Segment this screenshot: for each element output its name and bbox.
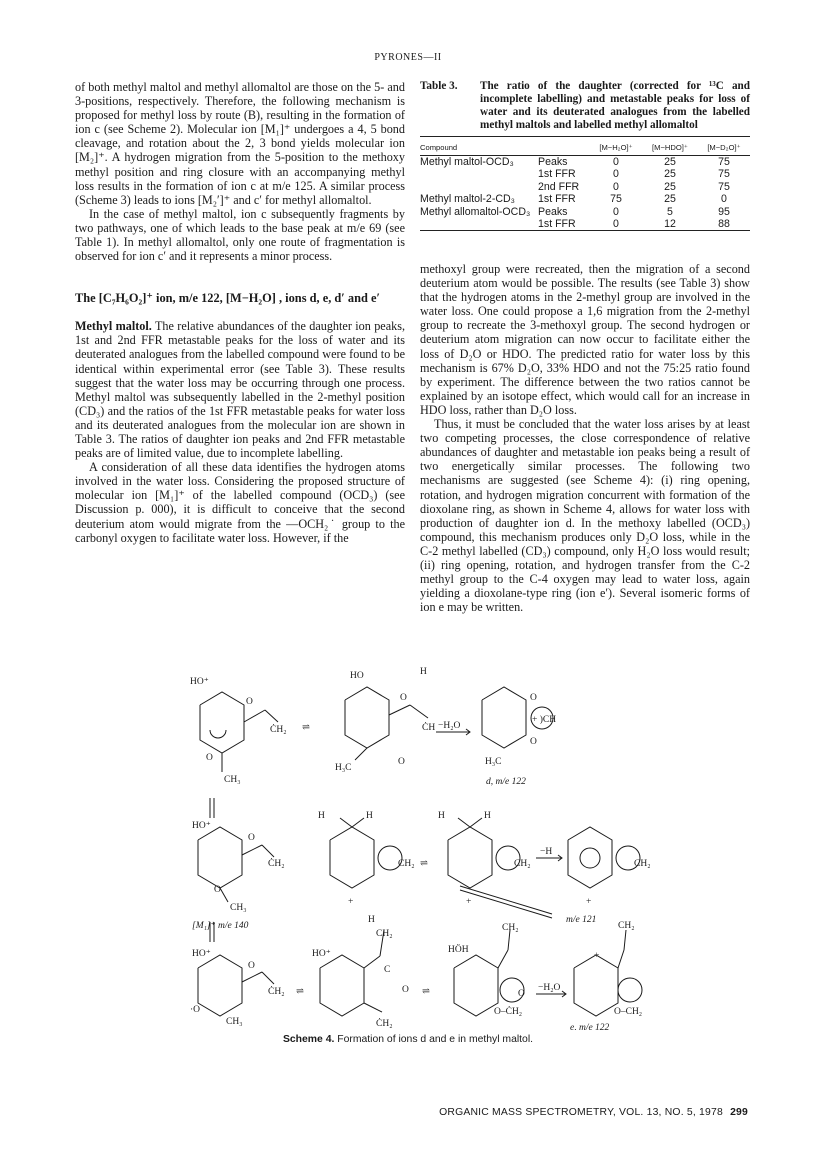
svg-text:H: H xyxy=(484,811,491,821)
cell-value: 75 xyxy=(718,156,730,168)
cell-compound: Methyl maltol-2-CD₃ xyxy=(420,193,515,206)
scheme-caption xyxy=(0,1034,816,1045)
cell-type: Peaks xyxy=(538,156,568,168)
cell-value: 12 xyxy=(642,218,698,231)
page-number: 299 xyxy=(730,1107,748,1118)
col-header-h2o: [M−H₂O]⁺ xyxy=(590,137,642,156)
label-ion-d: d, m/e 122 xyxy=(486,777,526,787)
table-caption xyxy=(420,80,750,132)
table-row xyxy=(420,193,750,205)
svg-text:CH₂: CH₂ xyxy=(398,859,415,869)
data-table xyxy=(420,137,750,231)
svg-text:O: O xyxy=(402,985,409,995)
structure-row2-c xyxy=(448,818,520,888)
cell-value: 0 xyxy=(590,218,642,231)
svg-text:⇌: ⇌ xyxy=(420,859,428,869)
svg-text:HÖH: HÖH xyxy=(448,945,469,955)
run-in-heading: Methyl maltol. xyxy=(75,319,152,334)
svg-text:CH₂: CH₂ xyxy=(514,859,531,869)
table-caption-text: The ratio of the daughter (corrected for ¹³C and incomplete labelling) and metastable peaks for loss of water and its deuterated analogues from the labelled methyl maltols and labelled methyl allomaltol xyxy=(480,80,750,131)
cell-value: 0 xyxy=(721,193,727,206)
svg-text:CH₂: CH₂ xyxy=(634,859,650,869)
cell-value: 95 xyxy=(718,205,730,218)
svg-text:+: + xyxy=(348,897,354,907)
svg-text:O: O xyxy=(530,737,537,747)
structure-row1-b xyxy=(345,687,428,760)
scheme-caption-text: Formation of ions d and e in methyl maltol. xyxy=(337,1034,534,1045)
svg-text:ĊH: ĊH xyxy=(422,723,436,733)
cell-type: 2nd FFR xyxy=(538,180,580,193)
structure-row3-b xyxy=(320,930,384,1016)
cell-value: 25 xyxy=(664,168,676,181)
structure-m1 xyxy=(198,827,274,902)
scheme-caption-label: Scheme 4. xyxy=(282,1034,335,1045)
svg-text:+: + xyxy=(466,897,472,907)
cell-compound: Methyl allomaltol-OCD₃ xyxy=(420,205,531,218)
left-paragraph-4: A consideration of all these data identifies the hydrogen atoms involved in the water loss. Considering the proposed structure of molecular ion [M₁]⁺ of the labelled compound (OCD₃) (see Discussion p. 000), it is difficult to conceive that the second deuterium atom would migrate from the —OCH₂˙ group to the carbonyl oxygen to facilitate water loss. However, if the xyxy=(75,460,405,545)
svg-text:H: H xyxy=(366,811,373,821)
svg-text:HO⁺: HO⁺ xyxy=(192,821,211,831)
left-paragraph-3 xyxy=(75,319,405,460)
cell-value: 75 xyxy=(718,168,730,181)
svg-text:ĊH₂: ĊH₂ xyxy=(270,725,287,735)
col-header-d2o: [M−D₂O]⁺ xyxy=(698,137,750,156)
svg-text:HO⁺: HO⁺ xyxy=(192,949,211,959)
page-footer xyxy=(439,1107,748,1118)
left-paragraph-3-text: The relative abundances of the daughter ion peaks, 1st and 2nd FFR metastable peaks for the loss of water and its deuterated analogues from the labelled compound were found to be identical within experimental error (see Table 3). These results suggest that the water loss may be occurring through one process. Methyl maltol was subsequently labelled in the 2-methyl position (CD₃) and the ratios of the 1st FFR metastable peaks for water loss and its deuterated analogues from the molecular ion are shown in Table 3. The ratios of daughter ion peaks and 2nd FFR metastable peaks are of limited value, due to incomplete labelling. xyxy=(75,319,405,461)
left-column xyxy=(75,80,405,545)
svg-text:ĊH₂: ĊH₂ xyxy=(268,987,285,997)
svg-text:⇌: ⇌ xyxy=(302,723,310,733)
svg-text:CH₃: CH₃ xyxy=(226,1017,243,1027)
svg-text:O: O xyxy=(214,885,221,895)
label-minus-h2o-1: −H₂O xyxy=(438,721,461,731)
journal-citation: ORGANIC MASS SPECTROMETRY, VOL. 13, NO. 5, 1978 xyxy=(439,1107,723,1118)
cell-compound xyxy=(420,168,538,180)
structure-row3-a xyxy=(198,955,274,1016)
cell-value: 0 xyxy=(613,205,619,218)
svg-text:H₃C: H₃C xyxy=(485,757,502,767)
col-header-hdo: [M−HDO]⁺ xyxy=(642,137,698,156)
svg-text:+: + xyxy=(586,897,592,907)
svg-text:H₃C: H₃C xyxy=(335,763,352,773)
table-row xyxy=(420,218,750,231)
cell-type: 1st FFR xyxy=(538,218,590,231)
table-row xyxy=(420,168,750,180)
svg-text:O: O xyxy=(398,757,405,767)
table-row xyxy=(420,156,750,169)
svg-text:+ )CH: + )CH xyxy=(532,715,557,725)
cell-value: 0 xyxy=(613,180,619,193)
svg-text:ĊH₂: ĊH₂ xyxy=(268,859,285,869)
svg-text:ĊH₂: ĊH₂ xyxy=(376,1019,393,1029)
svg-text:CH₂: CH₂ xyxy=(376,929,393,939)
section-heading: The [C₇H₆O₂]⁺ ion, m/e 122, [M−H₂O] , ions d, e, d′ and e′ xyxy=(75,291,380,306)
svg-text:·O: ·O xyxy=(190,1005,201,1015)
svg-text:O: O xyxy=(246,697,253,707)
cell-compound xyxy=(420,181,538,193)
cell-value: 25 xyxy=(664,180,676,193)
label-minus-h: −H xyxy=(540,847,553,857)
cell-type: Peaks xyxy=(538,205,568,218)
svg-text:O: O xyxy=(400,693,407,703)
table-row xyxy=(420,181,750,193)
svg-text:+: + xyxy=(594,951,600,961)
structure-row3-c xyxy=(454,930,524,1016)
svg-text:H: H xyxy=(368,915,375,925)
col-header-compound: Compound xyxy=(420,137,538,156)
svg-text:C: C xyxy=(384,965,391,975)
svg-text:O: O xyxy=(248,833,255,843)
svg-text:HO⁺: HO⁺ xyxy=(312,949,331,959)
svg-text:CH₂: CH₂ xyxy=(502,923,519,933)
label-ion-121: m/e 121 xyxy=(566,915,597,925)
svg-text:O–CH₂: O–CH₂ xyxy=(614,1007,643,1017)
left-paragraph-1: of both methyl maltol and methyl allomaltol are those on the 5- and 3-positions, respectively. Therefore, the following mechanism is proposed for methyl loss by route (B), resulting in the formation of ion c (see Scheme 2). Molecular ion [M₁]⁺ undergoes a 4, 5 bond cleavage, and rotation about the 2, 3 bond yields molecular ion [M₂]⁺. A hydrogen migration from the 5-position to the methoxy methyl position and ring closure with an accompanying methyl loss results in the formation of ion c at m/e 125. A similar process (Scheme 3) leads to ions [M₂′]⁺ and c′ for methyl allomaltol. xyxy=(75,80,405,207)
svg-text:CH₂: CH₂ xyxy=(618,921,635,931)
label-minus-h2o-2: −H₂O xyxy=(538,983,561,993)
left-paragraph-2: In the case of methyl maltol, ion c subsequently fragments by two pathways, one of which leads to the base peak at m/e 69 (see Table 1). In methyl allomaltol, only one route of fragmentation is observed for ion c′ and it represents a minor process. xyxy=(75,206,405,264)
structure-row2-b xyxy=(330,818,402,888)
right-paragraph-1: methoxyl group were recreated, then the migration of a second deuterium atom would be possible. The results (see Table 3) show that the hydrogen atoms in the 2-methyl group are involved in the water loss. One could propose a 1,6 migration from the 2-methyl group to recreate the 3-methoxyl group. The second hydrogen or deuterium atom migration can now occur to facilitate either the loss of D₂O or HDO. The predicted ratio for water loss by this mechanism is 67% D₂O, 33% HDO and not the 75:25 ratio found by experiment. The difference between the two ratios cannot be explained by an isotope effect, which would call for an increase in HDO loss, rather than D₂O loss. xyxy=(420,262,750,417)
cell-value: 25 xyxy=(664,193,676,206)
svg-text:O–ĊH₂: O–ĊH₂ xyxy=(494,1007,523,1017)
svg-text:⇌: ⇌ xyxy=(296,987,304,997)
cell-value: 75 xyxy=(718,180,730,193)
cell-type: 1st FFR xyxy=(538,168,576,181)
svg-text:O: O xyxy=(248,961,255,971)
table-row xyxy=(420,206,750,218)
table-3 xyxy=(420,80,750,231)
scheme-4-svg xyxy=(170,660,650,1030)
cell-value: 5 xyxy=(667,205,673,218)
cell-compound: Methyl maltol-OCD₃ xyxy=(420,156,514,168)
svg-text:CH₃: CH₃ xyxy=(224,775,241,785)
svg-text:O: O xyxy=(518,989,525,999)
svg-text:HO: HO xyxy=(350,671,364,681)
cell-value: 0 xyxy=(613,156,619,168)
svg-text:O: O xyxy=(530,693,537,703)
label-ion-e: e, m/e 122 xyxy=(570,1023,610,1030)
svg-text:⇌: ⇌ xyxy=(422,987,430,997)
table-label: Table 3. xyxy=(420,80,458,92)
svg-text:H: H xyxy=(420,667,427,677)
cell-type: 1st FFR xyxy=(538,193,576,206)
scheme-4-diagram xyxy=(170,660,650,1030)
cell-value: 75 xyxy=(610,193,622,206)
svg-text:H: H xyxy=(438,811,445,821)
structure-ion-121 xyxy=(568,827,640,888)
svg-text:O: O xyxy=(206,753,213,763)
right-paragraph-2: Thus, it must be concluded that the water loss arises by at least two competing processes, the close correspondence of relative abundances of daughter and metastable ion peaks being a result of two energetically similar processes. The following two mechanisms are suggested (see Scheme 4): (i) ring opening, rotation, and hydrogen migration concurrent with formation of the dioxolane ring, as shown in Scheme 4, allows for water loss with production of daughter ion d. In the methoxy labelled (OCD₃) compound, this mechanism produces only D₂O loss, while in the C-2 methyl labelled (CD₃) compound, only H₂O loss would result; (ii) ring opening, rotation, and hydrogen transfer from the C-2 methyl group to the C-4 oxygen may lead to water loss, again yielding a dioxolane-type ring (ion e′). Several isomeric forms of ion e may be written. xyxy=(420,417,750,615)
running-header: PYRONES—II xyxy=(374,52,442,63)
label-m1: [M₁]⁺ m/e 140 xyxy=(192,921,249,931)
cell-value: 25 xyxy=(664,156,676,168)
cell-value: 88 xyxy=(698,218,750,231)
cell-value: 0 xyxy=(613,168,619,181)
right-column xyxy=(420,262,750,614)
label-ho-plus-1: HO⁺ xyxy=(190,677,209,687)
structure-ion-e xyxy=(574,930,642,1016)
col-header-type xyxy=(538,137,590,156)
svg-text:CH₃: CH₃ xyxy=(230,903,247,913)
svg-text:H: H xyxy=(318,811,325,821)
cell-compound xyxy=(420,218,538,231)
